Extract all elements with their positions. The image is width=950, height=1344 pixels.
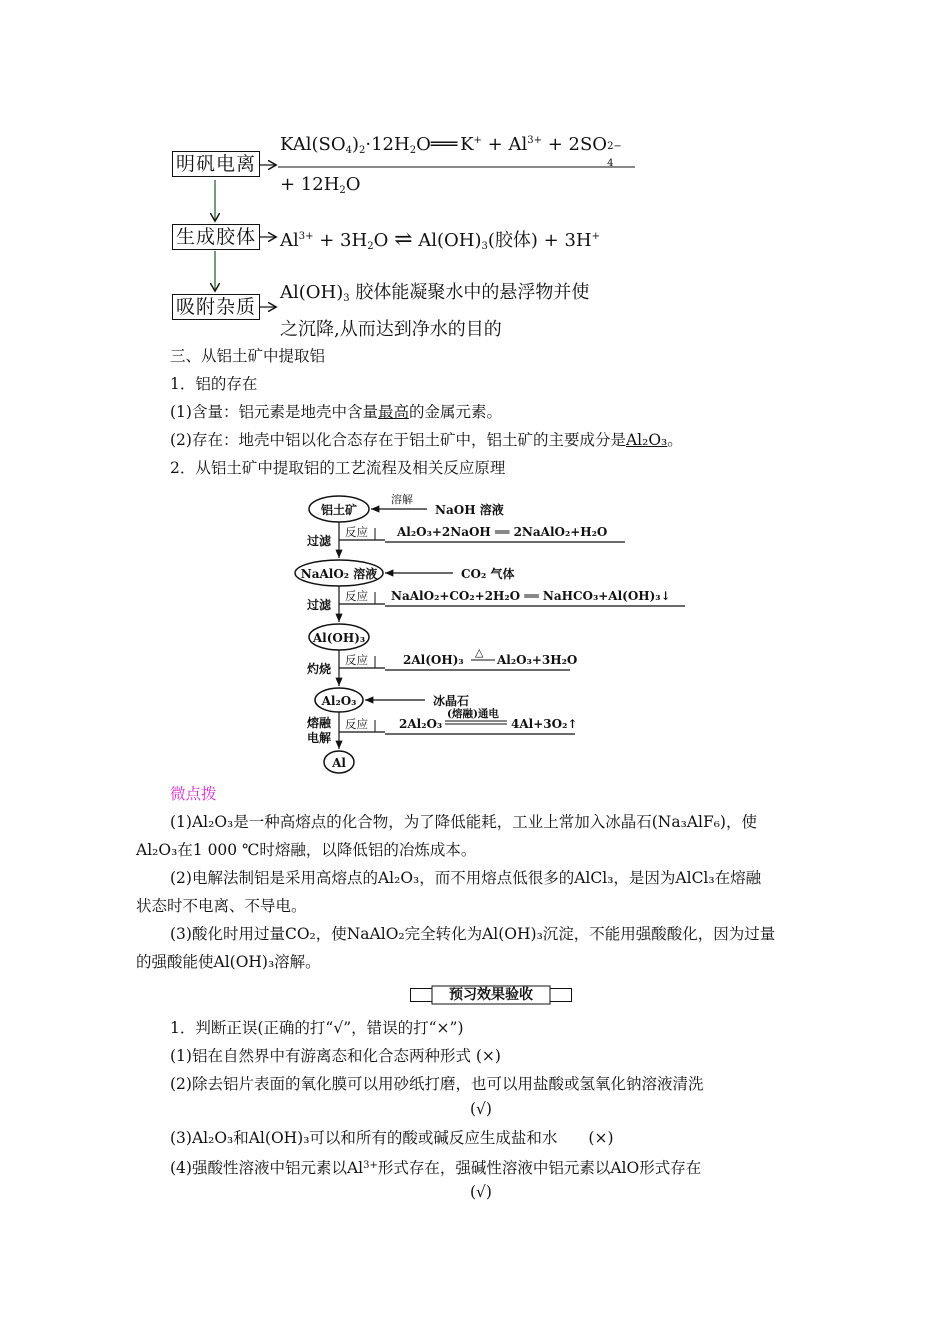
step-electrolysis: 电解: [307, 731, 332, 745]
question-2-answer: (√): [470, 1100, 492, 1118]
preview-check-banner: [410, 985, 572, 1005]
input-naoh: NaOH 溶液: [435, 503, 504, 517]
label-react-2: 反应: [345, 589, 368, 603]
extraction-flowchart: [285, 488, 695, 778]
node-aluminum-label: Al: [332, 756, 346, 770]
label-dissolve: 溶解: [391, 493, 413, 506]
tip-1-line2: Al₂O₃在1 000 ℃时熔融，以降低铝的冶炼成本。: [136, 841, 477, 859]
reaction-3-right: Al₂O₃+3H₂O: [497, 653, 578, 667]
label-react-3: 反应: [345, 653, 368, 667]
question-4: (4)强酸性溶液中铝元素以$Al^{3+}$形式存在，强碱性溶液中铝元素以AlO形式存在: [170, 1159, 702, 1177]
equation-colloid-formation: $Al^{3+} + 3H_2O$ ⇌ $Al(OH)_3$(胶体) + 3H+: [280, 227, 601, 252]
tips-title: 微点拨: [170, 785, 217, 803]
question-3: (3)Al₂O₃和Al(OH)₃可以和所有的酸或碱反应生成盐和水 (×): [170, 1129, 614, 1147]
step-calcine: 灼烧: [307, 662, 332, 676]
reaction-4-left: 2Al₂O₃: [399, 717, 443, 731]
reaction-3-left: 2Al(OH)₃: [403, 653, 464, 667]
text-adsorption-line2: 之沉降,从而达到净水的目的: [280, 319, 502, 340]
node-alumina-label: Al₂O₃: [321, 694, 357, 708]
question-4-answer: (√): [470, 1183, 492, 1201]
blank-highest: 最高: [377, 403, 409, 421]
tip-3-line2: 的强酸能使Al(OH)₃溶解。: [136, 953, 321, 971]
tip-2-line1: (2)电解法制铝是采用高熔点的Al₂O₃，而不用熔点低很多的AlCl₃，是因为AlCl₃在熔融: [170, 869, 762, 887]
box-colloid-formation: 生成胶体: [172, 224, 260, 250]
banner-title: 预习效果验收: [449, 987, 533, 1003]
tip-3-line1: (3)酸化时用过量CO₂，使NaAlO₂完全转化为Al(OH)₃沉淀，不能用强酸酸化，因为过量: [170, 925, 776, 943]
equation-alum-ionization: $KAl(SO_4)_2\cdot 12H_2O═══$ $K^+ + Al^{3+} + 2SO$ 2− 4: [280, 134, 622, 169]
reaction-4-condition: (熔融)通电: [447, 708, 499, 720]
question-2: (2)除去铝片表面的氧化膜可以用砂纸打磨，也可以用盐酸或氢氧化钠溶液清洗: [170, 1075, 704, 1093]
subheading-existence: 1．铝的存在: [170, 375, 258, 393]
label-react-4: 反应: [345, 717, 368, 731]
section-heading: 三、从铝土矿中提取铝: [170, 347, 326, 365]
reaction-3-condition: △: [475, 646, 484, 659]
label-react-1: 反应: [345, 525, 368, 539]
tip-1-line1: (1)Al₂O₃是一种高熔点的化合物，为了降低能耗，工业上常加入冰晶石(Na₃AlF₆)，使: [170, 813, 757, 831]
node-bauxite-label: 铝土矿: [320, 503, 358, 517]
reaction-4-right: 4Al+3O₂↑: [511, 717, 578, 731]
reaction-1: Al₂O₃+2NaOH ══ 2NaAlO₂+H₂O: [397, 525, 608, 539]
question-heading: 1．判断正误(正确的打“√”，错误的打“×”): [170, 1019, 464, 1037]
step-filter-2: 过滤: [307, 598, 332, 612]
subheading-extraction: 2．从铝土矿中提取铝的工艺流程及相关反应原理: [170, 459, 506, 477]
text-adsorption-line1: $Al(OH)_3$ 胶体能凝聚水中的悬浮物并使: [280, 282, 590, 304]
input-co2: CO₂ 气体: [461, 567, 515, 581]
equation-alum-ionization-line2: + $12H_2O$: [280, 174, 361, 196]
box-adsorb-impurities: 吸附杂质: [172, 294, 260, 320]
box-alum-ionization: 明矾电离: [172, 151, 260, 177]
step-melt: 熔融: [307, 716, 332, 730]
paragraph-content: (1)含量：铝元素是地壳中含量最高的金属元素。: [170, 403, 502, 421]
tip-2-line2: 状态时不电离、不导电。: [136, 897, 307, 915]
reaction-2: NaAlO₂+CO₂+2H₂O ══ NaHCO₃+Al(OH)₃↓: [391, 589, 671, 603]
node-aluminum-hydroxide-label: Al(OH)₃: [312, 631, 366, 645]
input-cryolite: 冰晶石: [433, 694, 470, 708]
question-1: (1)铝在自然界中有游离态和化合态两种形式 (×): [170, 1047, 501, 1065]
blank-main-component: Al₂O₃: [625, 431, 668, 449]
step-filter-1: 过滤: [307, 534, 332, 548]
paragraph-existence: (2)存在：地壳中铝以化合态存在于铝土矿中，铝土矿的主要成分是Al₂O₃。: [170, 431, 683, 449]
node-sodium-aluminate-label: NaAlO₂ 溶液: [300, 567, 378, 581]
